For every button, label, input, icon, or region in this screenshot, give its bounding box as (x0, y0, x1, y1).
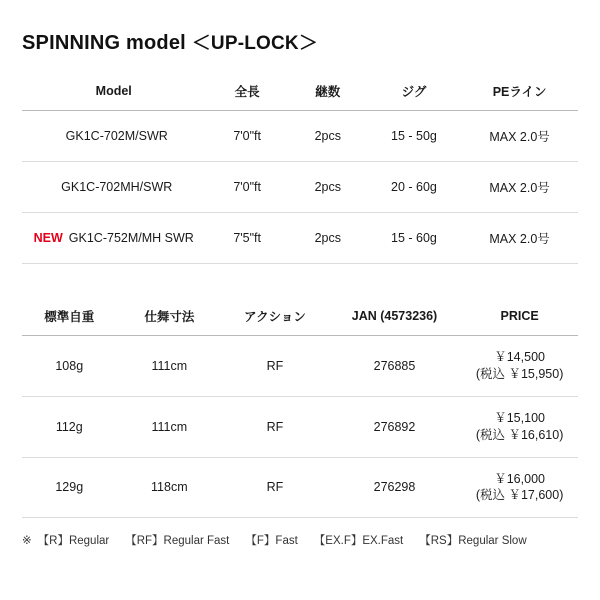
page-title (22, 0, 578, 55)
price-cell-action: RF (222, 457, 328, 518)
price-value-tax: (税込 ￥17,600) (475, 488, 564, 503)
spec-table (22, 73, 578, 264)
spec-cell-length: 7'0"ft (205, 111, 288, 162)
table-row (22, 162, 578, 213)
spec-cell-model (22, 213, 205, 264)
price-header-price: PRICE (461, 298, 578, 336)
spec-cell-length: 7'0"ft (205, 162, 288, 213)
table-row (22, 457, 578, 518)
table-row (22, 336, 578, 397)
price-cell-action: RF (222, 336, 328, 397)
price-cell-jan: 276885 (328, 336, 461, 397)
price-value-tax: (税込 ￥15,950) (475, 366, 564, 381)
spec-cell-jig: 15 - 50g (367, 111, 462, 162)
price-cell-weight: 129g (22, 457, 117, 518)
spec-cell-pieces: 2pcs (289, 111, 367, 162)
legend-mark: ※ (22, 535, 32, 548)
price-table-body (22, 336, 578, 518)
action-legend (22, 532, 578, 548)
spec-cell-pe: MAX 2.0号 (461, 162, 578, 213)
table-row (22, 213, 578, 264)
spec-cell-model (22, 162, 205, 213)
price-value-tax: (税込 ￥16,610) (475, 427, 564, 442)
price-header-jan: JAN (4573236) (328, 298, 461, 336)
price-value: ￥15,100 (494, 410, 545, 425)
table-row (22, 111, 578, 162)
spec-cell-pe: MAX 2.0号 (461, 111, 578, 162)
spec-cell-jig: 20 - 60g (367, 162, 462, 213)
legend-item-rs: 【RS】Regular Slow (419, 535, 527, 548)
spec-cell-pieces: 2pcs (289, 213, 367, 264)
price-cell-weight: 108g (22, 336, 117, 397)
price-cell-price (461, 336, 578, 397)
spec-table-head (22, 73, 578, 111)
spec-header-pieces: 継数 (289, 73, 367, 111)
spec-model-text: GK1C-702MH/SWR (61, 180, 173, 194)
price-table-header-row (22, 298, 578, 336)
spec-cell-pe: MAX 2.0号 (461, 213, 578, 264)
spec-cell-model (22, 111, 205, 162)
price-value: ￥14,500 (494, 350, 545, 364)
price-cell-action: RF (222, 396, 328, 457)
spec-cell-length: 7'5"ft (205, 213, 288, 264)
price-value: ￥16,000 (494, 471, 545, 486)
spec-cell-pieces: 2pcs (289, 162, 367, 213)
legend-item-rf: 【RF】Regular Fast (125, 535, 230, 548)
price-block (22, 298, 578, 518)
legend-item-f: 【F】Fast (245, 535, 298, 548)
spec-table-header-row (22, 73, 578, 111)
price-table-head (22, 298, 578, 336)
spec-model-text: GK1C-702M/SWR (65, 129, 168, 143)
spec-model-text: GK1C-752M/MH SWR (68, 231, 194, 245)
price-cell-price (461, 396, 578, 457)
price-header-action: アクション (222, 298, 328, 336)
price-header-size: 仕舞寸法 (117, 298, 223, 336)
page-title-main: SPINNING model (22, 32, 192, 54)
page-title-sub: ＜UP-LOCK＞ (191, 33, 319, 54)
spec-cell-jig: 15 - 60g (367, 213, 462, 264)
legend-item-r: 【R】Regular (37, 535, 110, 548)
price-cell-price (461, 457, 578, 518)
legend-item-exf: 【EX.F】EX.Fast (313, 535, 404, 548)
spec-header-jig: ジグ (367, 73, 462, 111)
new-badge: NEW (33, 231, 63, 245)
price-cell-size: 111cm (117, 336, 223, 397)
price-cell-size: 118cm (117, 457, 223, 518)
price-cell-size: 111cm (117, 396, 223, 457)
spec-header-length: 全長 (205, 73, 288, 111)
price-table (22, 298, 578, 518)
price-cell-weight: 112g (22, 396, 117, 457)
table-row (22, 396, 578, 457)
price-header-weight: 標準自重 (22, 298, 117, 336)
price-cell-jan: 276298 (328, 457, 461, 518)
spec-header-model: Model (22, 73, 205, 111)
spec-table-body (22, 111, 578, 264)
price-cell-jan: 276892 (328, 396, 461, 457)
spec-header-pe: PEライン (461, 73, 578, 111)
